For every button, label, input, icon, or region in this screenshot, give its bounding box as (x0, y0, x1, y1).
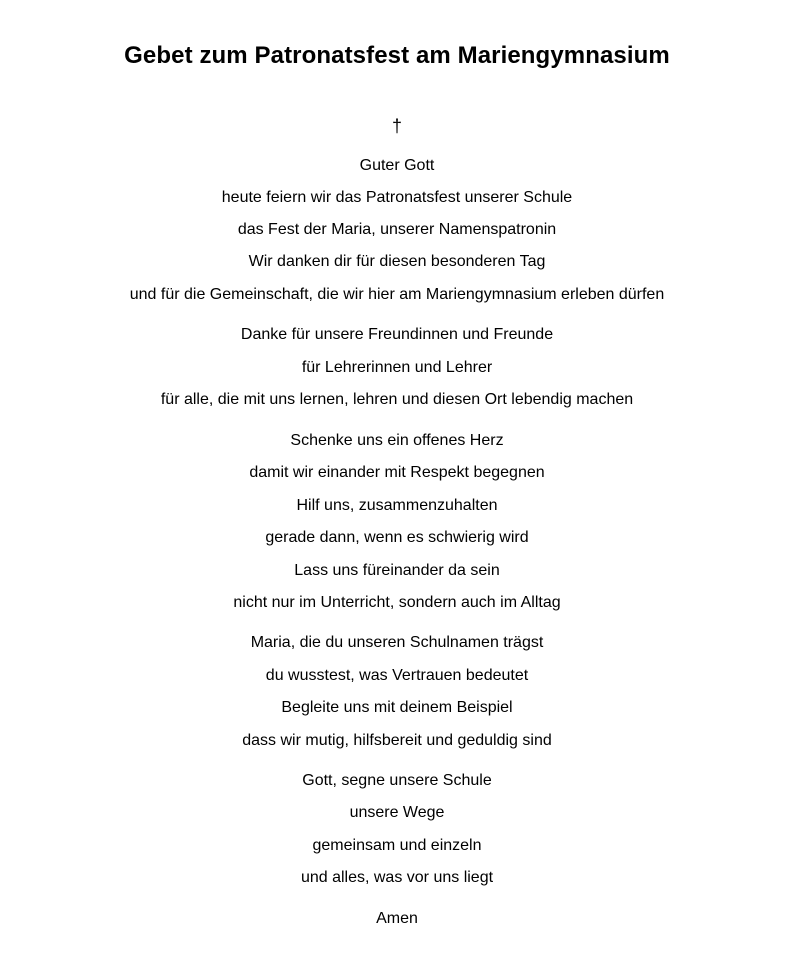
prayer-line: Schenke uns ein offenes Herz (290, 432, 504, 449)
prayer-line: damit wir einander mit Respekt begegnen (249, 464, 545, 481)
prayer-closing: Amen (376, 910, 418, 927)
prayer-line: für alle, die mit uns lernen, lehren und diesen Ort lebendig machen (160, 391, 634, 408)
prayer-line: heute feiern wir das Patronatsfest unserer Schule (221, 189, 573, 206)
prayer-line: Danke für unsere Freundinnen und Freunde (240, 326, 554, 343)
page-title: Gebet zum Patronatsfest am Mariengymnasium (124, 42, 670, 69)
prayer-line: und für die Gemeinschaft, die wir hier am Mariengymnasium erleben dürfen (129, 286, 665, 303)
cross-icon: † (391, 116, 402, 136)
prayer-line: Maria, die du unseren Schulnamen trägst (250, 634, 544, 651)
prayer-line: Lass uns füreinander da sein (294, 562, 500, 579)
prayer-line: das Fest der Maria, unserer Namenspatronin (237, 221, 557, 238)
prayer-line: und alles, was vor uns liegt (300, 869, 494, 886)
prayer-line: für Lehrerinnen und Lehrer (301, 359, 493, 376)
prayer-line: Hilf uns, zusammenzuhalten (296, 497, 498, 514)
prayer-line: Begleite uns mit deinem Beispiel (281, 699, 513, 716)
prayer-line: gerade dann, wenn es schwierig wird (265, 529, 529, 546)
prayer-line: nicht nur im Unterricht, sondern auch im Alltag (233, 594, 561, 611)
prayer-line: unsere Wege (349, 804, 445, 821)
prayer-line: Guter Gott (359, 157, 435, 174)
prayer-line: gemeinsam und einzeln (312, 837, 482, 854)
prayer-line: Gott, segne unsere Schule (302, 772, 492, 789)
prayer-line: du wusstest, was Vertrauen bedeutet (265, 667, 529, 684)
prayer-line: dass wir mutig, hilfsbereit und geduldig sind (242, 732, 552, 749)
prayer-line: Wir danken dir für diesen besonderen Tag (248, 253, 546, 270)
